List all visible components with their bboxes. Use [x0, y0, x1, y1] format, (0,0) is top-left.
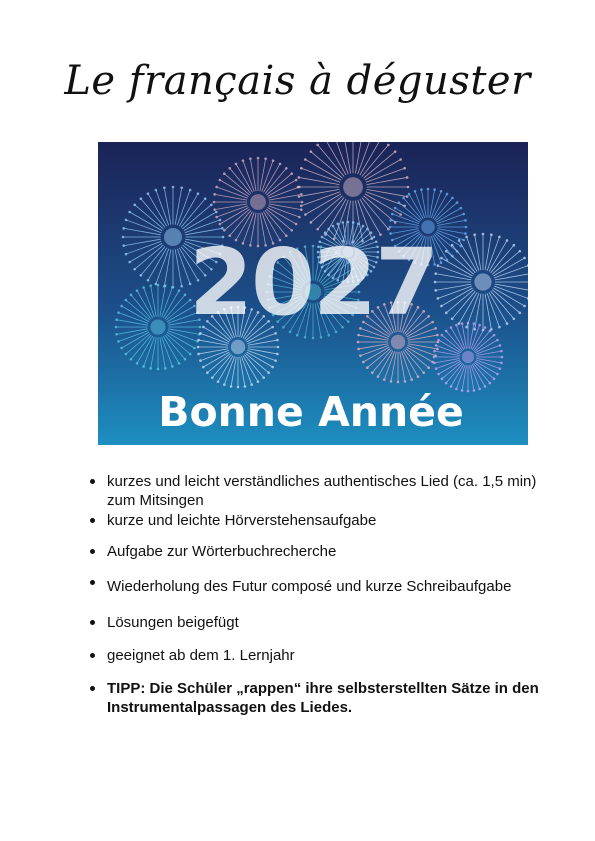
feature-item: kurzes und leicht verständliches authentisches Lied (ca. 1,5 min) zum Mitsingen	[90, 472, 540, 510]
fireworks-illustration	[98, 142, 528, 445]
feature-item: Lösungen beigefügt	[90, 613, 540, 632]
year-text: 2027	[188, 229, 438, 336]
new-year-banner	[98, 142, 528, 445]
feature-item: Wiederholung des Futur composé und kurze Schreibaufgabe	[90, 573, 540, 601]
feature-item: Aufgabe zur Wörterbuchrecherche	[90, 542, 540, 561]
page-title: Le français à déguster	[64, 58, 531, 104]
feature-item: kurze und leichte Hörverstehensaufgabe	[90, 511, 540, 530]
feature-list	[90, 472, 540, 717]
feature-item: geeignet ab dem 1. Lernjahr	[90, 646, 540, 665]
greeting-text: Bonne Année	[158, 388, 464, 436]
feature-item: TIPP: Die Schüler „rappen“ ihre selbsterstellten Sätze in den Instrumentalpassagen des Liedes.	[90, 679, 540, 717]
